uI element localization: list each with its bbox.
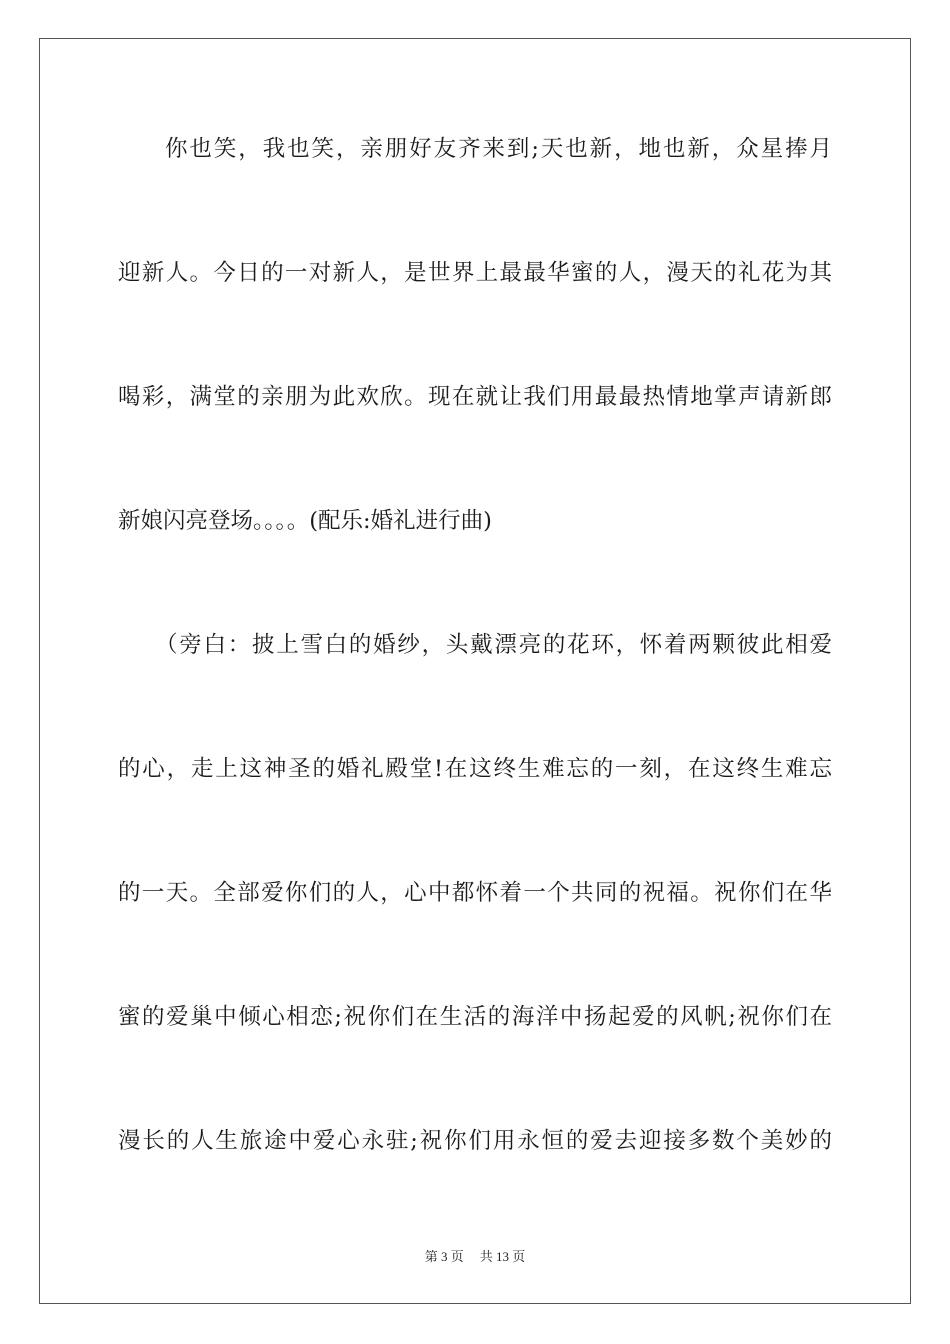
body-line-5: （旁白：披上雪白的婚纱，头戴漂亮的花环，怀着两颗彼此相爱 xyxy=(155,632,832,658)
body-line-9: 漫长的人生旅途中爱心永驻;祝你们用永恒的爱去迎接多数个美妙的 xyxy=(118,1128,832,1154)
page-total: 共 13 页 xyxy=(479,1249,526,1264)
body-line-1: 你也笑，我也笑，亲朋好友齐来到;天也新，地也新，众星捧月 xyxy=(165,136,832,162)
body-line-3: 喝彩，满堂的亲朋为此欢欣。现在就让我们用最最热情地掌声请新郎 xyxy=(118,384,832,410)
body-line-6: 的心，走上这神圣的婚礼殿堂!在这终生难忘的一刻，在这终生难忘 xyxy=(118,756,832,782)
body-line-2: 迎新人。今日的一对新人，是世界上最最华蜜的人，漫天的礼花为其 xyxy=(118,260,832,286)
body-line-8: 蜜的爱巢中倾心相恋;祝你们在生活的海洋中扬起爱的风帆;祝你们在 xyxy=(118,1004,832,1030)
page-number: 第 3 页 xyxy=(424,1249,464,1264)
page-footer xyxy=(0,1246,950,1265)
page-border xyxy=(39,38,911,1304)
body-line-7: 的一天。全部爱你们的人，心中都怀着一个共同的祝福。祝你们在华 xyxy=(118,880,832,906)
body-line-4: 新娘闪亮登场。。。。(配乐:婚礼进行曲) xyxy=(118,508,492,534)
